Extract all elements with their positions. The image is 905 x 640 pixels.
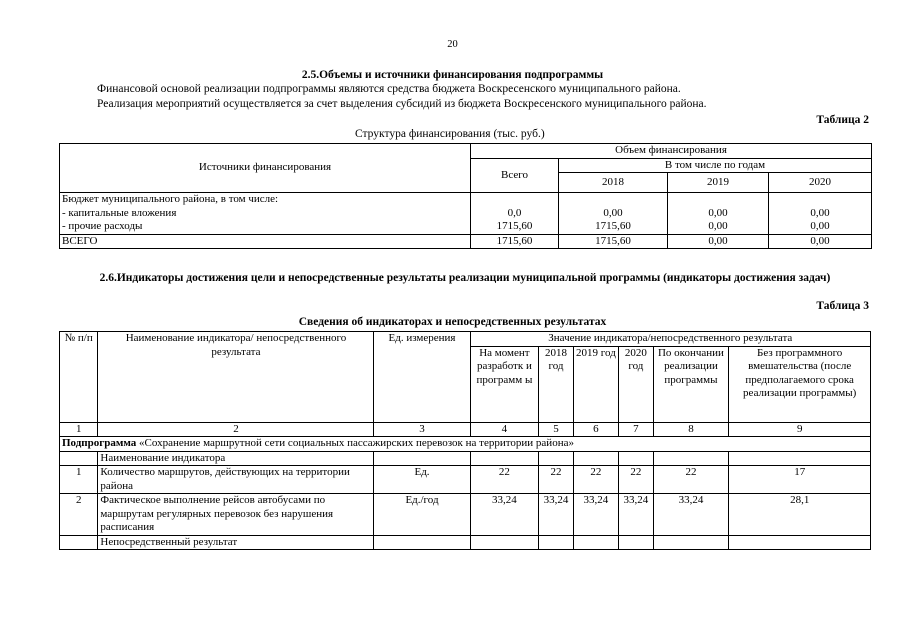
head-by-years: В том числе по годам — [559, 158, 872, 173]
head-year-2020: 2020 — [769, 173, 872, 193]
row-name-capital: - капитальные вложения — [62, 206, 177, 219]
row-end: 33,24 — [653, 494, 729, 536]
row-unit: Ед./год — [374, 494, 470, 536]
head-2020: 2020 год — [619, 346, 653, 422]
head-year-2019: 2019 — [668, 173, 769, 193]
col-number: 8 — [653, 422, 729, 437]
head-total: Всего — [471, 158, 559, 193]
head-value: Значение индикатора/непосредственного результата — [470, 332, 870, 347]
head-moment: На момент разработк и программ ы — [470, 346, 539, 422]
head-sources: Источники финансирования — [60, 144, 471, 193]
row-name-total: ВСЕГО — [60, 234, 471, 249]
row-moment: 33,24 — [470, 494, 539, 536]
row-2020: 33,24 — [619, 494, 653, 536]
capital-total: 0,0 — [507, 206, 522, 219]
financing-table — [59, 143, 872, 249]
head-2018: 2018 год — [539, 346, 573, 422]
row-name-budget: Бюджет муниципального района, в том числе: — [62, 193, 279, 205]
grand-2018: 1715,60 — [559, 234, 668, 249]
head-num: № п/п — [60, 332, 98, 423]
row-2020: 22 — [619, 466, 653, 494]
row-2018: 22 — [539, 466, 573, 494]
head-2019: 2019 год — [573, 346, 619, 422]
page-number: 20 — [447, 39, 458, 50]
table-3-label: Таблица 3 — [816, 300, 869, 312]
section-2-5-paragraph-2: Реализация мероприятий осуществляется за счет выделения субсидий из бюджета Воскресенского муниципального района. — [97, 98, 707, 110]
subprogram-row — [60, 437, 871, 452]
col-number: 3 — [374, 422, 470, 437]
section-2-5-paragraph-1: Финансовой основой реализации подпрограммы являются средства бюджета Воскресенского муниципального района. — [97, 83, 681, 95]
grand-2019: 0,00 — [668, 234, 769, 249]
table-row — [60, 494, 871, 536]
row-2019: 22 — [573, 466, 619, 494]
capital-2020: 0,00 — [810, 206, 830, 219]
head-year-2018: 2018 — [559, 173, 668, 193]
grand-2020: 0,00 — [769, 234, 872, 249]
row-end: 22 — [653, 466, 729, 494]
col-number: 5 — [539, 422, 573, 437]
col-number: 9 — [729, 422, 871, 437]
col-number: 4 — [470, 422, 539, 437]
grand-total: 1715,60 — [471, 234, 559, 249]
row-2019: 33,24 — [573, 494, 619, 536]
row-num: 1 — [60, 466, 98, 494]
table-2-caption: Структура финансирования (тыс. руб.) — [355, 128, 545, 140]
head-unit: Ед. измерения — [374, 332, 470, 423]
row-moment: 22 — [470, 466, 539, 494]
other-total: 1715,60 — [496, 220, 533, 232]
subprogram-title: «Сохранение маршрутной сети социальных пассажирских перевозок на территории района» — [136, 437, 574, 449]
subprogram-label: Подпрограмма — [62, 437, 137, 449]
other-2020: 0,00 — [810, 220, 830, 232]
row-name-other: - прочие расходы — [62, 220, 143, 232]
other-2019: 0,00 — [708, 220, 728, 232]
col-number: 1 — [60, 422, 98, 437]
row-num: 2 — [60, 494, 98, 536]
col-number: 2 — [98, 422, 374, 437]
other-2018: 1715,60 — [595, 220, 631, 232]
head-volume: Объем финансирования — [471, 144, 872, 159]
direct-result-header: Непосредственный результат — [98, 535, 374, 550]
row-2018: 33,24 — [539, 494, 573, 536]
head-indicator-name: Наименование индикатора/ непосредственного результата — [98, 332, 374, 423]
capital-2018: 0,00 — [603, 206, 623, 219]
head-without: Без программного вмешательства (после предполагаемого срока реализации программы) — [729, 346, 871, 422]
row-name: Фактическое выполнение рейсов автобусами по маршрутам регулярных перевозок без нарушения расписания — [98, 494, 374, 536]
col-number: 6 — [573, 422, 619, 437]
row-without: 17 — [729, 466, 871, 494]
table-3-caption: Сведения об индикаторах и непосредственных результатах — [298, 316, 607, 328]
row-without: 28,1 — [729, 494, 871, 536]
head-end: По окончании реализации программы — [653, 346, 729, 422]
table-2-label: Таблица 2 — [816, 114, 869, 126]
section-2-5-title: 2.5.Объемы и источники финансирования подпрограммы — [301, 69, 604, 81]
table-row — [60, 193, 471, 235]
col-number: 7 — [619, 422, 653, 437]
row-name: Количество маршрутов, действующих на территории района — [98, 466, 374, 494]
row-unit: Ед. — [374, 466, 470, 494]
indicators-table — [59, 331, 871, 550]
section-2-6-title: 2.6.Индикаторы достижения цели и непосредственные результаты реализации муниципальной программы (индикаторы достижения задач) — [99, 272, 831, 284]
indicator-header: Наименование индикатора — [98, 451, 374, 466]
capital-2019: 0,00 — [708, 206, 728, 219]
table-row — [60, 466, 871, 494]
